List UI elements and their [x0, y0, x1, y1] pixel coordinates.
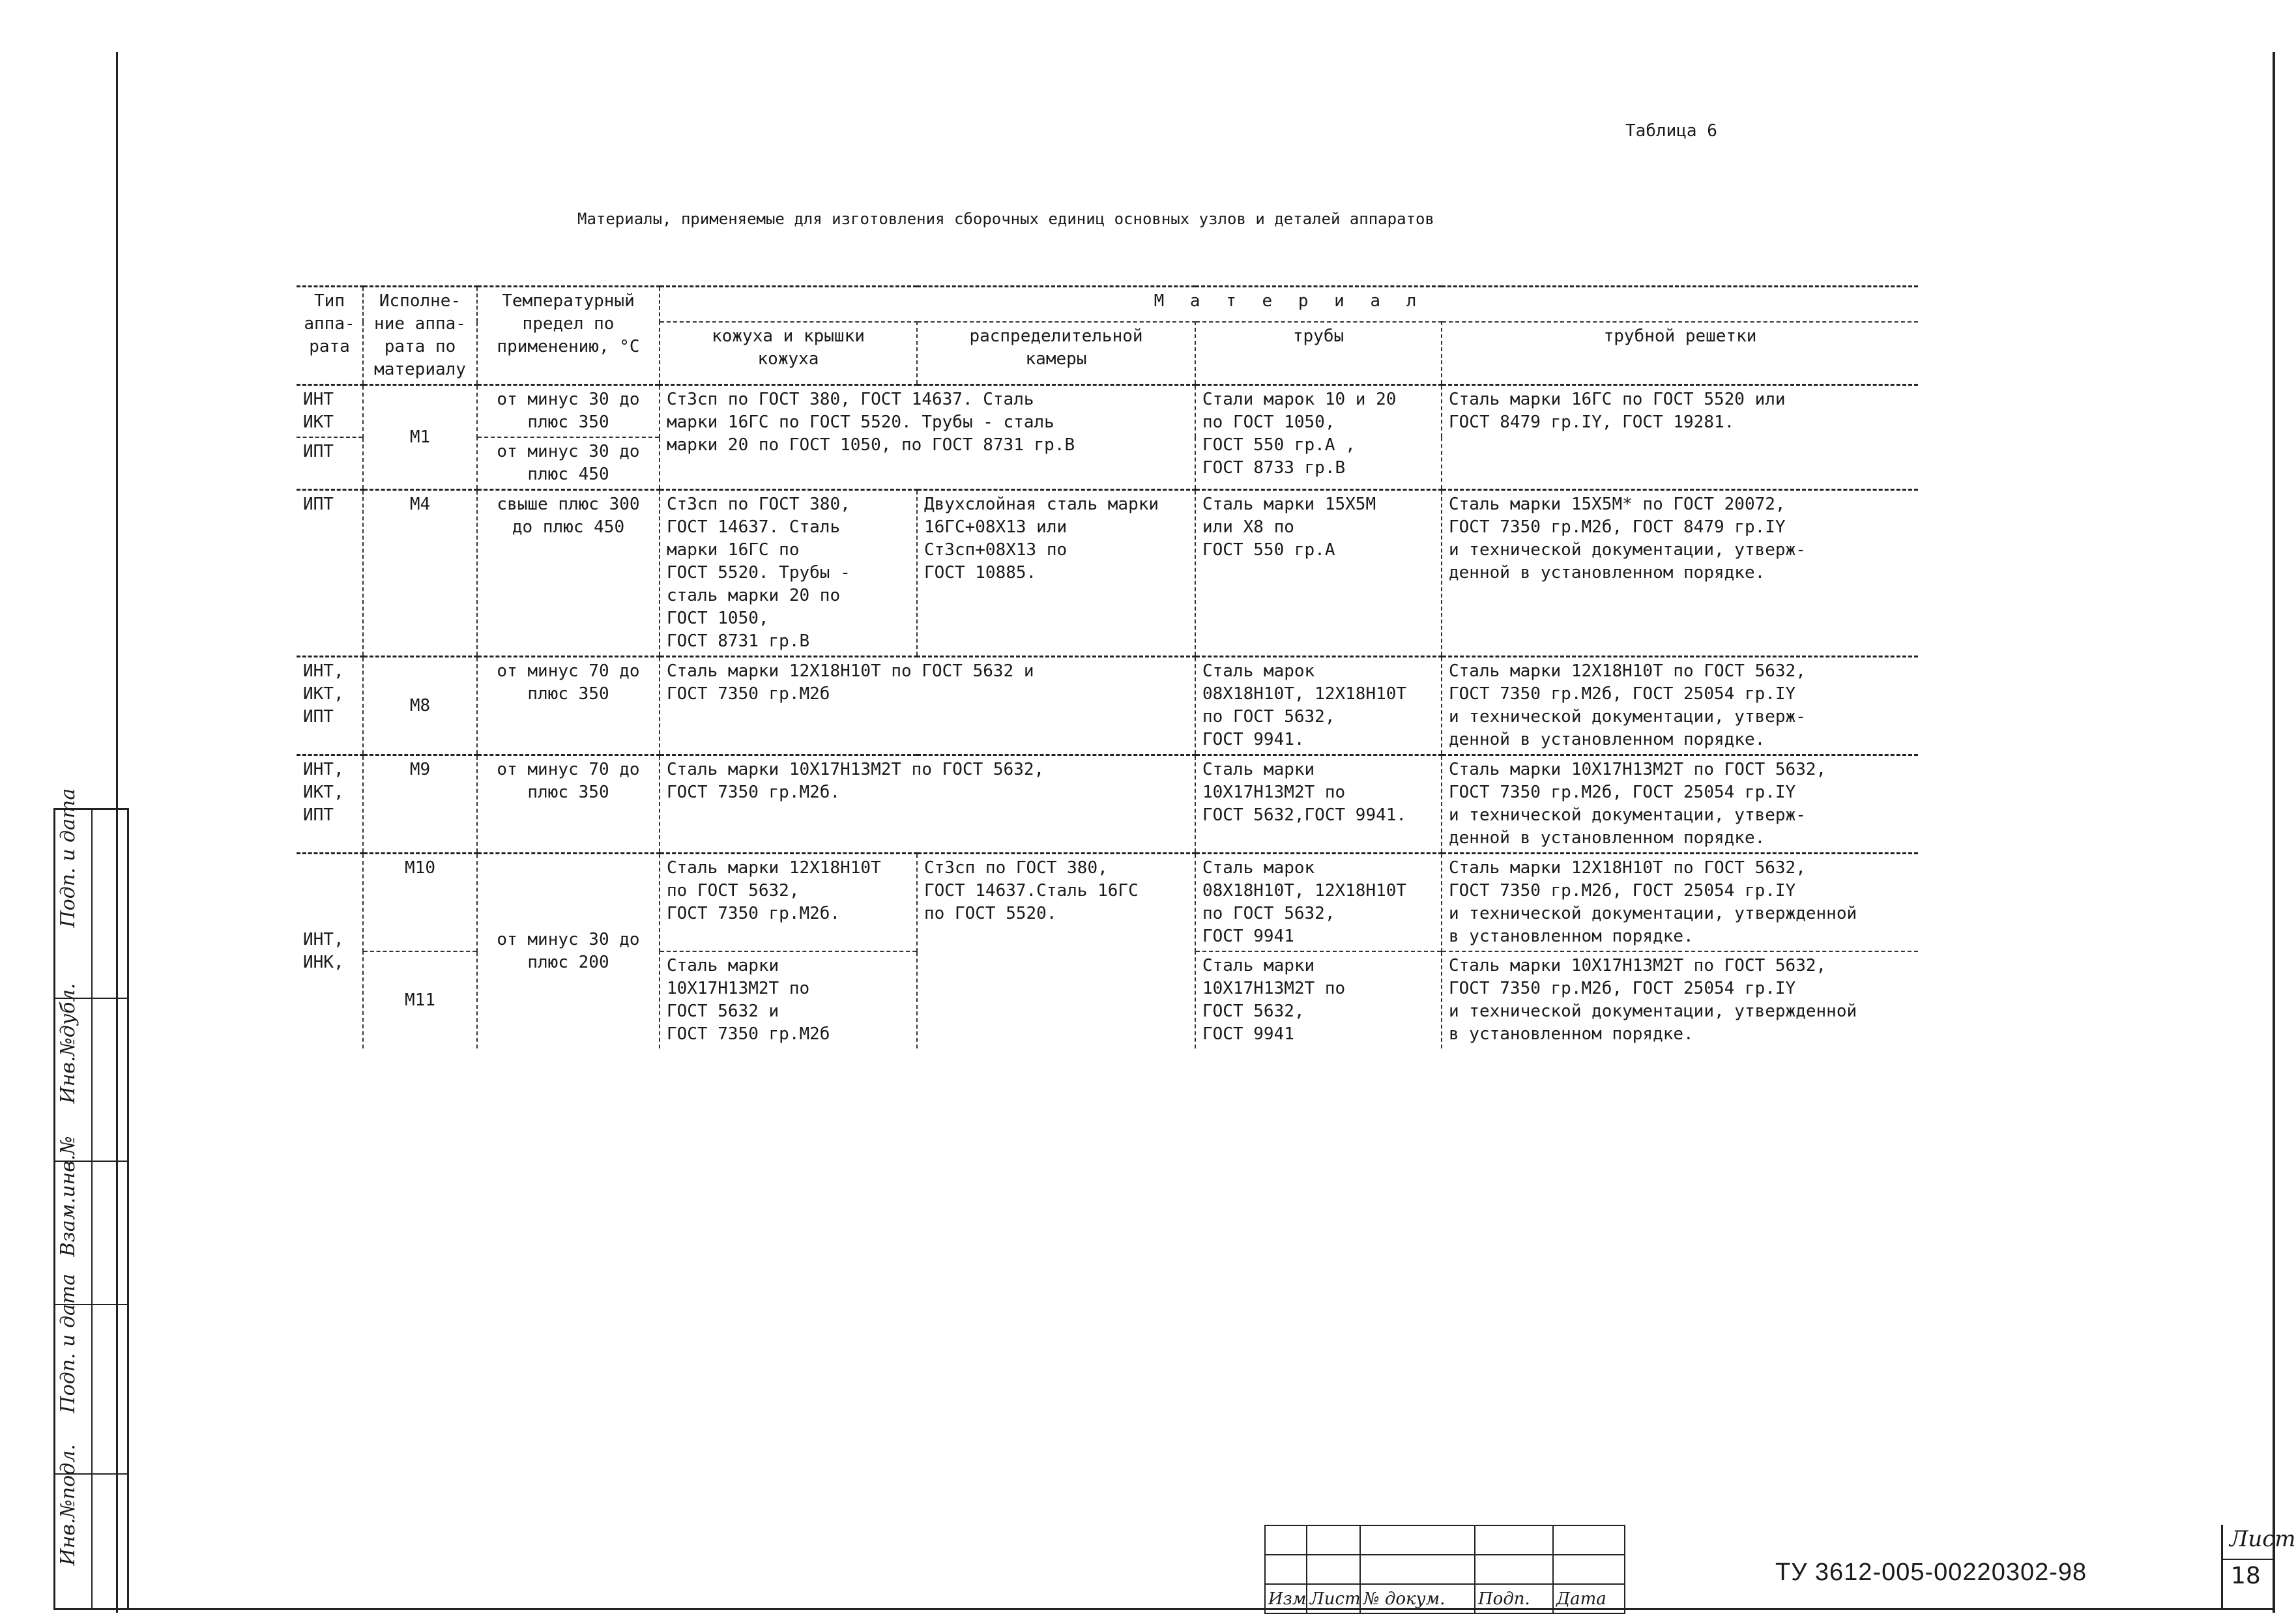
revision-header-row: [1265, 1584, 1625, 1613]
revision-cell: [1265, 1525, 1307, 1555]
cell-chamber: Двухслойная сталь марки 16ГС+08Х13 или Ст3сп+08Х13 по ГОСТ 10885.: [917, 490, 1195, 657]
header-execution: Исполне- ние аппа- рата по материалу: [363, 287, 477, 385]
cell-type: ИНТ ИКТ: [297, 385, 363, 438]
cell-temperature: от минус 30 до плюс 450: [477, 437, 660, 490]
cell-type: ИНТ, ИНК,: [297, 854, 363, 1049]
cell-execution: М1: [363, 385, 477, 490]
revision-cell: [1265, 1555, 1307, 1584]
cell-housing-chamber: Сталь марки 12Х18Н10Т по ГОСТ 5632 и ГОСТ 7350 гр.М2б: [660, 657, 1195, 755]
stamp-original-number: [55, 1443, 127, 1608]
header-chamber: распределительной камеры: [917, 322, 1195, 384]
revision-grid: [1264, 1525, 1625, 1614]
sheet-box: [2221, 1525, 2296, 1609]
revision-header: Изм: [1265, 1584, 1307, 1613]
table-caption: Материалы, применяемые для изготовления сборочных единиц основных узлов и деталей аппаратов: [577, 210, 1434, 228]
cell-tube-sheet: Сталь марки 10Х17Н13М2Т по ГОСТ 5632, ГОСТ 7350 гр.М2б, ГОСТ 25054 гр.IY и технической документации, утвержденной в установленном порядке.: [1442, 951, 1918, 1048]
header-type: Тип аппа- рата: [297, 287, 363, 385]
cell-tube-sheet: Сталь марки 12Х18Н10Т по ГОСТ 5632, ГОСТ 7350 гр.М2б, ГОСТ 25054 гр.IY и технической документации, утверж- денной в установленном порядке.: [1442, 657, 1918, 755]
title-block: [1264, 1525, 2296, 1609]
cell-tube-sheet: Сталь марки 10Х17Н13М2Т по ГОСТ 5632, ГОСТ 7350 гр.М2б, ГОСТ 25054 гр.IY и технической документации, утверж- денной в установленном порядке.: [1442, 755, 1918, 854]
revision-cell: [1553, 1525, 1625, 1555]
cell-type: ИПТ: [297, 490, 363, 657]
cell-execution: М10: [363, 854, 477, 952]
cell-type: ИПТ: [297, 437, 363, 490]
stamp-label: Подп. и дата: [57, 1273, 80, 1413]
frame-right-line: [2273, 52, 2275, 1613]
stamp-label: Инв.№дубл.: [57, 983, 80, 1104]
cell-pipes: Стали марок 10 и 20 по ГОСТ 1050, ГОСТ 550 гр.А , ГОСТ 8733 гр.В: [1195, 385, 1442, 490]
cell-housing: Сталь марки 12Х18Н10Т по ГОСТ 5632, ГОСТ 7350 гр.М2б.: [660, 854, 917, 952]
cell-pipes: Сталь марки 10Х17Н13М2Т по ГОСТ 5632,ГОСТ 9941.: [1195, 755, 1442, 854]
stamp-label: Инв.№подл.: [57, 1443, 80, 1565]
cell-housing-chamber: Ст3сп по ГОСТ 380, ГОСТ 14637. Сталь марки 16ГС по ГОСТ 5520. Трубы - сталь марки 20 по ГОСТ 1050, по ГОСТ 8731 гр.В: [660, 385, 1195, 490]
sheet-label: Лист: [2230, 1526, 2296, 1552]
header-temperature: Температурный предел по применению, °С: [477, 287, 660, 385]
revision-row: [1265, 1555, 1625, 1584]
materials-table: [297, 285, 1918, 1048]
revision-row: [1265, 1525, 1625, 1555]
table-row-m8: [297, 657, 1918, 755]
cell-housing: Сталь марки 10Х17Н13М2Т по ГОСТ 5632 и ГОСТ 7350 гр.М2б: [660, 951, 917, 1048]
table-row-m10: [297, 854, 1918, 952]
cell-execution: М9: [363, 755, 477, 854]
cell-type: ИНТ, ИКТ, ИПТ: [297, 657, 363, 755]
cell-tube-sheet: Сталь марки 12Х18Н10Т по ГОСТ 5632, ГОСТ 7350 гр.М2б, ГОСТ 25054 гр.IY и технической документации, утвержденной в установленном порядке.: [1442, 854, 1918, 952]
table-number-label: Таблица 6: [1625, 121, 1717, 141]
revision-cell: [1553, 1555, 1625, 1584]
table-row-m9: [297, 755, 1918, 854]
cell-pipes: Сталь марки 10Х17Н13М2Т по ГОСТ 5632, ГОСТ 9941: [1195, 951, 1442, 1048]
stamp-label: Подп. и дата: [57, 788, 80, 928]
cell-temperature: от минус 70 до плюс 350: [477, 657, 660, 755]
cell-execution: М8: [363, 657, 477, 755]
cell-chamber: Ст3сп по ГОСТ 380, ГОСТ 14637.Сталь 16ГС по ГОСТ 5520.: [917, 854, 1195, 1049]
revision-header: № докум.: [1360, 1584, 1475, 1613]
cell-housing-chamber: Сталь марки 10Х17Н13М2Т по ГОСТ 5632, ГОСТ 7350 гр.М2б.: [660, 755, 1195, 854]
revision-header: Дата: [1553, 1584, 1625, 1613]
cell-temperature: от минус 70 до плюс 350: [477, 755, 660, 854]
header-pipes: трубы: [1195, 322, 1442, 384]
header-tube-sheet: трубной решетки: [1442, 322, 1918, 384]
revision-cell: [1360, 1555, 1475, 1584]
cell-temperature: свыше плюс 300 до плюс 450: [477, 490, 660, 657]
document-code: ТУ 3612-005-00220302-98: [1775, 1559, 2087, 1586]
revision-cell: [1475, 1555, 1553, 1584]
sheet-divider: [2223, 1559, 2275, 1560]
table-header-row: [297, 287, 1918, 323]
revision-cell: [1360, 1525, 1475, 1555]
cell-temperature: от минус 30 до плюс 200: [477, 854, 660, 1049]
side-stamp: [53, 788, 129, 1610]
revision-header: Лист: [1307, 1584, 1360, 1613]
table-row-m1: [297, 385, 1918, 438]
cell-type: ИНТ, ИКТ, ИПТ: [297, 755, 363, 854]
cell-temperature: от минус 30 до плюс 350: [477, 385, 660, 438]
cell-execution: М11: [363, 951, 477, 1048]
table-row-m4: [297, 490, 1918, 657]
cell-pipes: Сталь марки 15Х5М или Х8 по ГОСТ 550 гр.А: [1195, 490, 1442, 657]
stamp-label: Взам.инв.№: [57, 1136, 80, 1257]
cell-execution: М4: [363, 490, 477, 657]
revision-cell: [1475, 1525, 1553, 1555]
header-material-group: М а т е р и а л: [660, 287, 1918, 323]
cell-pipes: Сталь марок 08Х18Н10Т, 12Х18Н10Т по ГОСТ 5632, ГОСТ 9941.: [1195, 657, 1442, 755]
revision-cell: [1307, 1555, 1360, 1584]
cell-housing: Ст3сп по ГОСТ 380, ГОСТ 14637. Сталь марки 16ГС по ГОСТ 5520. Трубы - сталь марки 20 по ГОСТ 1050, ГОСТ 8731 гр.В: [660, 490, 917, 657]
revision-cell: [1307, 1525, 1360, 1555]
cell-tube-sheet: Сталь марки 16ГС по ГОСТ 5520 или ГОСТ 8479 гр.IY, ГОСТ 19281.: [1442, 385, 1918, 490]
revision-header: Подп.: [1475, 1584, 1553, 1613]
cell-tube-sheet: Сталь марки 15Х5М* по ГОСТ 20072, ГОСТ 7350 гр.М2б, ГОСТ 8479 гр.IY и технической документации, утверж- денной в установленном порядке.: [1442, 490, 1918, 657]
header-housing: кожуха и крышки кожуха: [660, 322, 917, 384]
cell-pipes: Сталь марок 08Х18Н10Т, 12Х18Н10Т по ГОСТ 5632, ГОСТ 9941: [1195, 854, 1442, 952]
sheet-number: 18: [2231, 1563, 2261, 1589]
